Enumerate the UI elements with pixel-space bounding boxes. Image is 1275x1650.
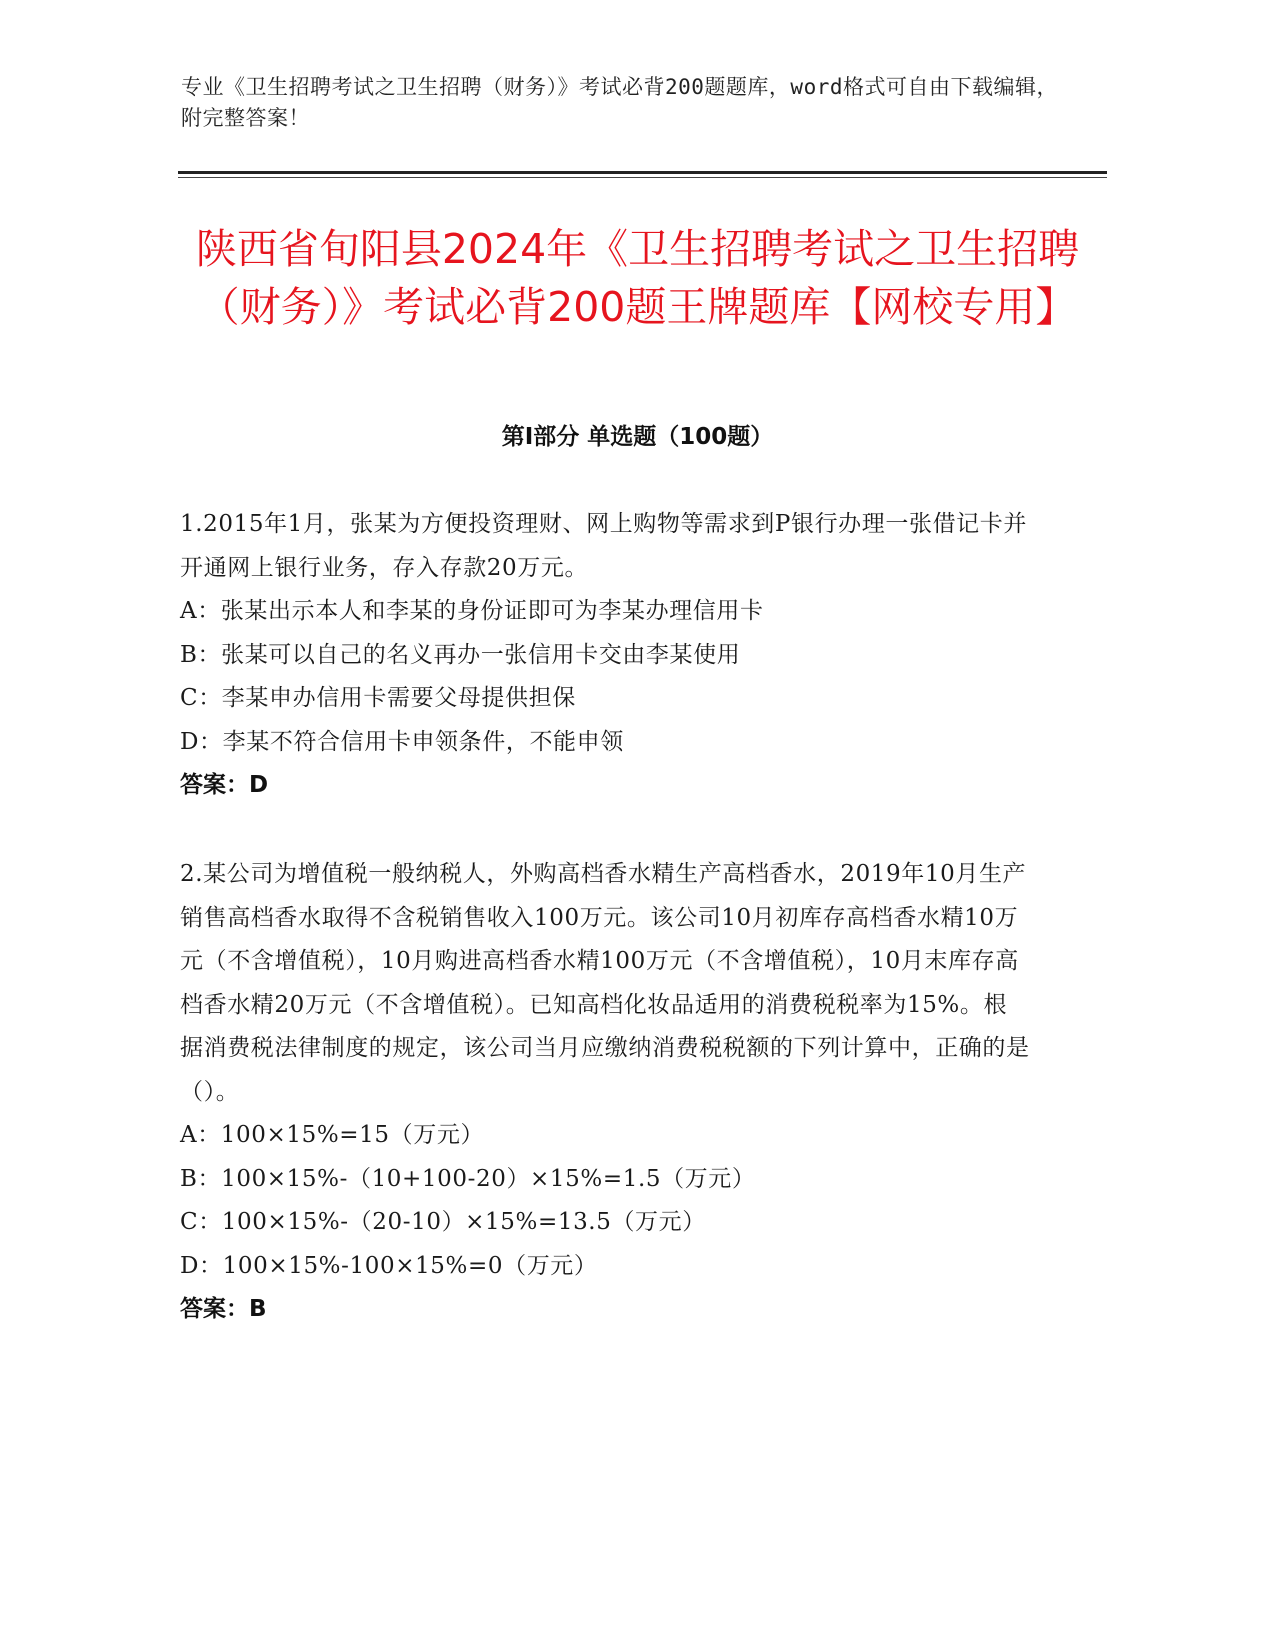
answer: 答案：D bbox=[180, 772, 269, 798]
answer: 答案：B bbox=[180, 1296, 267, 1322]
document-title: 陕西省旬阳县2024年《卫生招聘考试之卫生招聘（财务）》考试必背200题王牌题库【网校专用】 bbox=[195, 225, 1080, 331]
question-2 bbox=[180, 853, 1030, 1332]
option-a: A：100×15%=15（万元） bbox=[180, 1122, 485, 1148]
section-heading: 第Ⅰ部分 单选题（100题） bbox=[501, 424, 774, 450]
question-1 bbox=[180, 503, 1030, 808]
header-rule-thin bbox=[178, 177, 1107, 178]
header-note: 专业《卫生招聘考试之卫生招聘（财务）》考试必背200题题库，word格式可自由下载编辑，附完整答案！ bbox=[181, 75, 1058, 130]
question-stem: 2.某公司为增值税一般纳税人，外购高档香水精生产高档香水，2019年10月生产销售高档香水取得不含税销售收入100万元。该公司10月初库存高档香水精10万元（不含增值税），10月购进高档香水精100万元（不含增值税），10月末库存高档香水精20万元（不含增值税）。已知高档化妆品适用的消费税税率为15%。根据消费税法律制度的规定，该公司当月应缴纳消费税税额的下列计算中，正确的是（）。 bbox=[180, 861, 1030, 1105]
header-rule-thick bbox=[178, 171, 1107, 174]
option-d: D：100×15%-100×15%=0（万元） bbox=[180, 1252, 598, 1279]
option-d: D：李某不符合信用卡申领条件，不能申领 bbox=[180, 728, 624, 755]
option-c: C：李某申办信用卡需要父母提供担保 bbox=[180, 685, 576, 711]
option-b: B：张某可以自己的名义再办一张信用卡交由李某使用 bbox=[180, 641, 741, 668]
question-stem: 1.2015年1月，张某为方便投资理财、网上购物等需求到P银行办理一张借记卡并开通网上银行业务，存入存款20万元。 bbox=[180, 511, 1027, 581]
option-b: B：100×15%-（10+100-20）×15%=1.5（万元） bbox=[180, 1165, 756, 1192]
option-c: C：100×15%-（20-10）×15%=13.5（万元） bbox=[180, 1209, 706, 1235]
option-a: A：张某出示本人和李某的身份证即可为李某办理信用卡 bbox=[180, 598, 764, 624]
